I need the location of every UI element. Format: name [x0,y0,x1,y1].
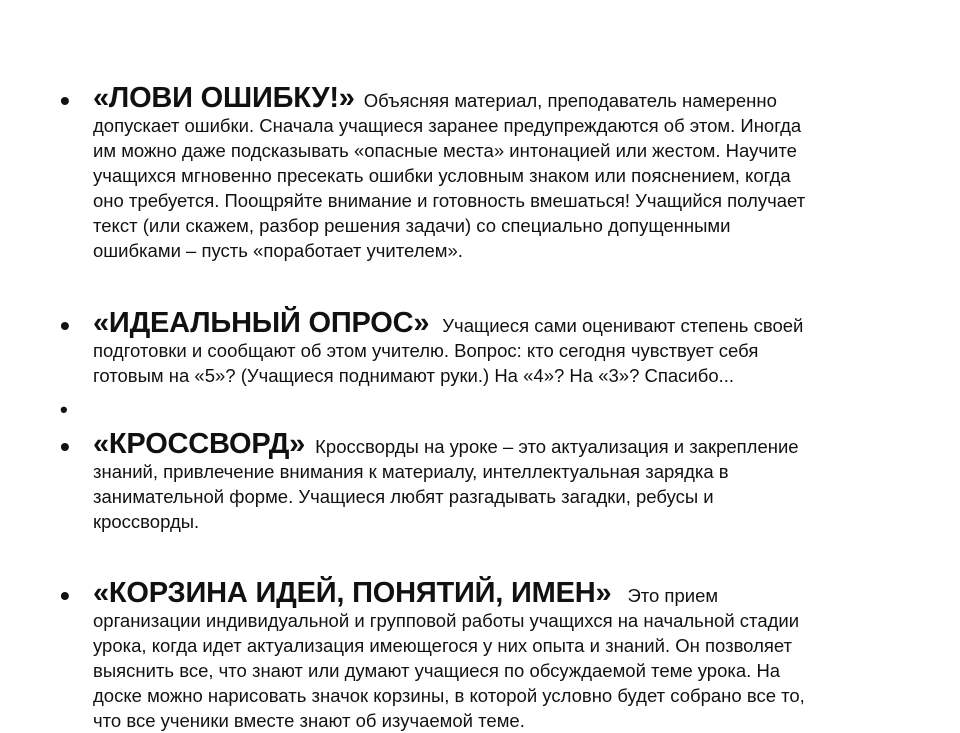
item-first-line: Учащиеся сами оценивают степень своей [442,315,804,336]
item-line: подготовки и сообщают об этом учителю. Вопрос: кто сегодня чувствует себя [93,340,759,361]
item-line: урока, когда идет актуализация имеющегося у них опыта и знаний. Он позволяет [93,635,793,656]
item-line: учащихся мгновенно пресекать ошибки условным знаком или пояснением, когда [93,165,791,186]
item-line: знаний, привлечение внимания к материалу, интеллектуальная зарядка в [93,461,729,482]
bullet-icon: • [60,580,70,611]
item-title: «КРОССВОРД» [93,428,306,460]
item-line: оно требуется. Поощряйте внимание и готовность вмешаться! Учащийся получает [93,190,806,211]
item-first-line: Объясняя материал, преподаватель намеренно [363,90,777,111]
bullet-icon: • [60,85,70,116]
item-line: доске можно нарисовать значок корзины, в которой условно будет собрано все то, [93,685,805,706]
item-line: ошибками – пусть «поработает учителем». [93,240,463,261]
item-line: кроссворды. [93,511,200,532]
item-paragraph [93,307,913,388]
item-line: выяснить все, что знают или думают учащиеся по обсуждаемой теме урока. На [93,660,781,681]
item-paragraph [93,428,913,534]
item-line: что все ученики вместе знают об изучаемой теме. [93,710,525,731]
bullet-icon: • [60,431,70,462]
item-line: допускает ошибки. Сначала учащиеся заранее предупреждаются об этом. Иногда [93,115,802,136]
item-line: организации индивидуальной и групповой работы учащихся на начальной стадии [93,610,800,631]
item-paragraph [93,577,913,733]
item-paragraph [93,82,913,263]
bullet-icon: • [60,397,68,422]
item-title: «ЛОВИ ОШИБКУ!» [93,82,355,114]
item-line: им можно даже подсказывать «опасные места» интонацией или жестом. Научите [93,140,797,161]
item-line: занимательной форме. Учащиеся любят разгадывать загадки, ребусы и [93,486,714,507]
item-line: готовым на «5»? (Учащиеся поднимают руки.) На «4»? На «3»? Спасибо... [93,365,735,386]
item-title: «КОРЗИНА ИДЕЙ, ПОНЯТИЙ, ИМЕН» [93,577,612,609]
bullet-icon: • [60,310,70,341]
item-line: текст (или скажем, разбор решения задачи) со специально допущенными [93,215,731,236]
item-title: «ИДЕАЛЬНЫЙ ОПРОС» [93,307,430,339]
item-first-line: Кроссворды на уроке – это актуализация и закрепление [315,436,799,457]
item-first-line: Это прием [627,585,719,606]
